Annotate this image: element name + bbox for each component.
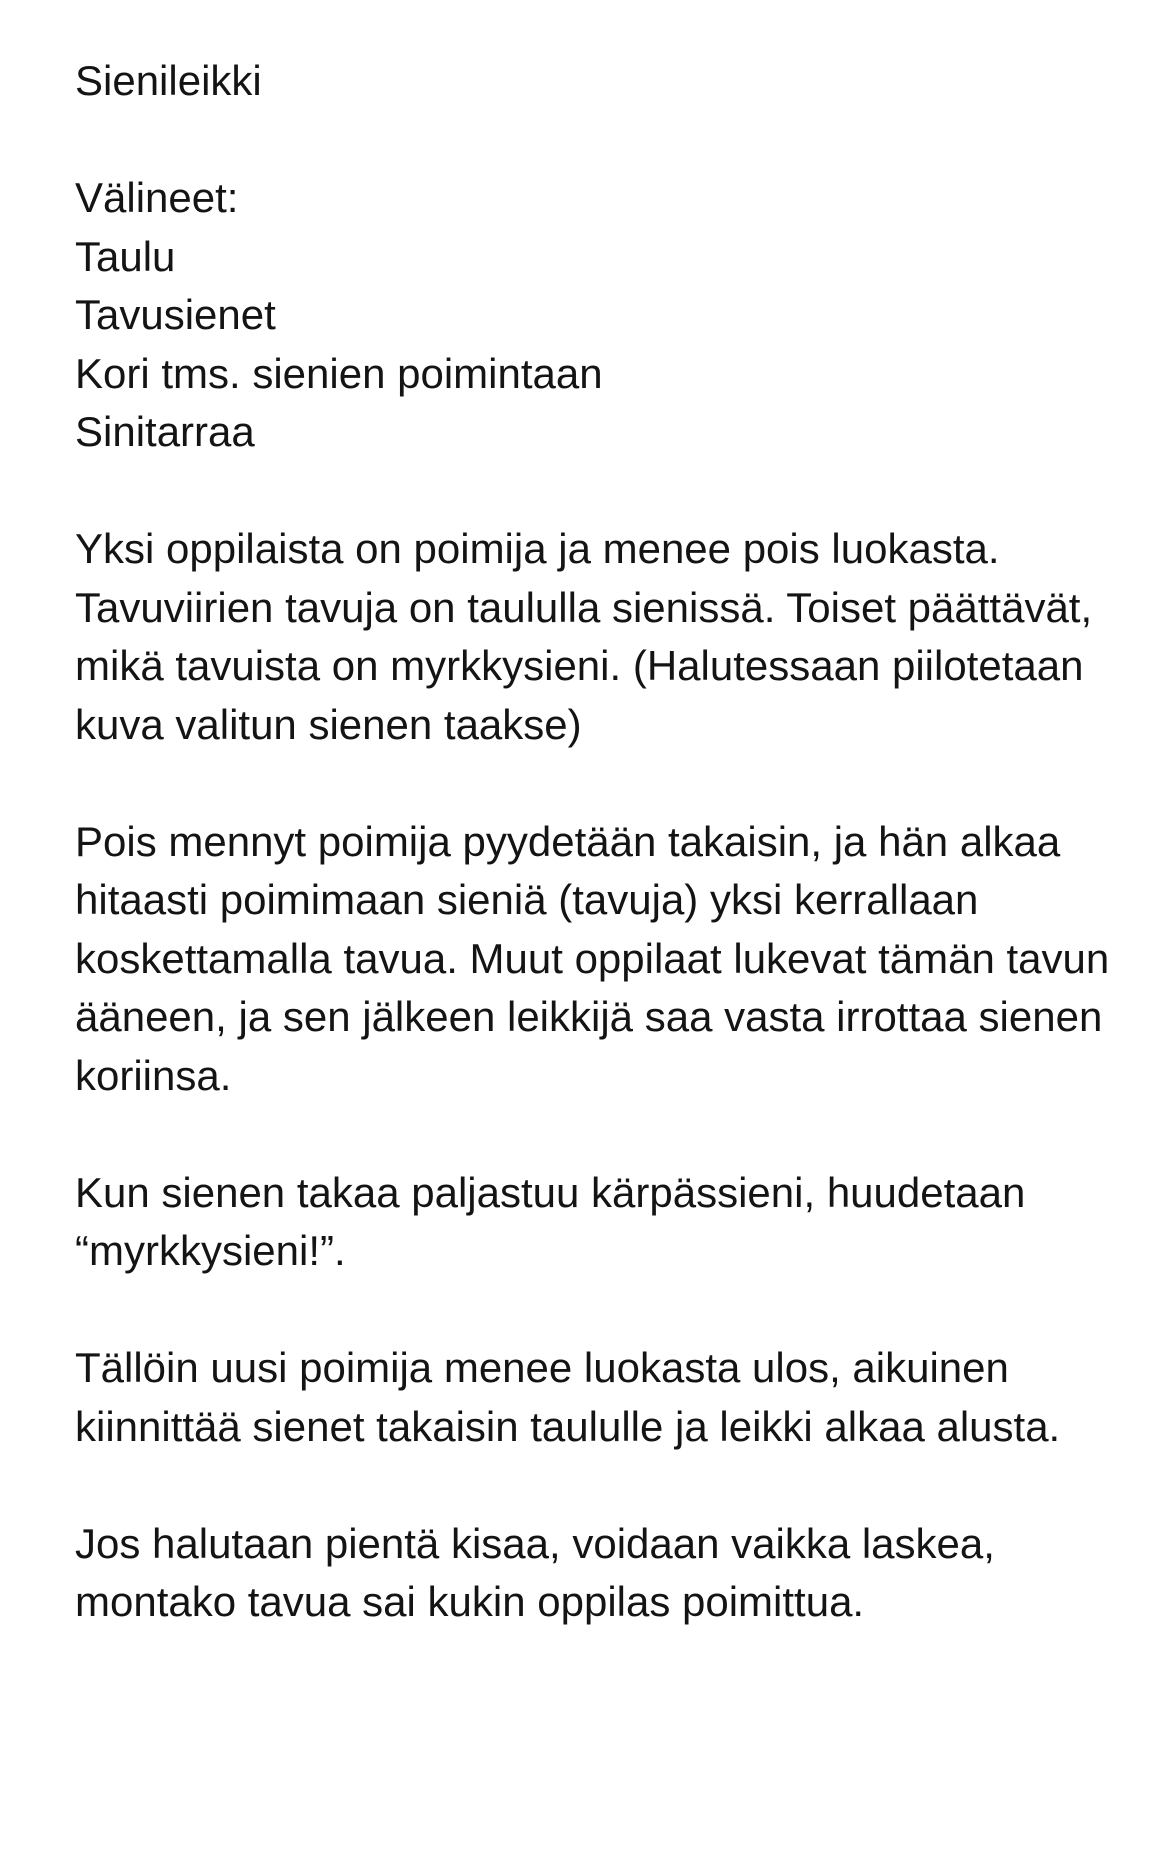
materials-item-blu-tack: Sinitarraa xyxy=(75,408,255,455)
materials-heading: Välineet: xyxy=(75,174,239,221)
title-block xyxy=(75,52,1115,111)
paragraph-text: Pois mennyt poimija pyydetään takaisin, ja hän alkaa hitaasti poimimaan sieniä (tavuja) yksi kerrallaan koskettamalla tavua. Muut oppilaat lukevat tämän tavun ääneen, ja sen jälkeen leikkijä saa vasta irrottaa sienen koriinsa. xyxy=(75,817,1110,1099)
materials-item-basket: Kori tms. sienien poimintaan xyxy=(75,349,603,397)
paragraph-restart xyxy=(75,1339,1115,1456)
document-title: Sienileikki xyxy=(75,57,262,104)
paragraph-poison-reveal xyxy=(75,1164,1115,1281)
paragraph-text: Jos halutaan pientä kisaa, voidaan vaikka laskea, montako tavua sai kukin oppilas poimittua. xyxy=(75,1519,995,1625)
materials-item-board: Taulu xyxy=(75,232,176,280)
paragraph-competition xyxy=(75,1515,1115,1632)
paragraph-picking xyxy=(75,813,1115,1106)
materials-item-syllable-mushrooms: Tavusienet xyxy=(75,291,276,338)
paragraph-text: Kun sienen takaa paljastuu kärpässieni, huudetaan “myrkkysieni!”. xyxy=(75,1168,1026,1274)
paragraph-text: Tällöin uusi poimija menee luokasta ulos, aikuinen kiinnittää sienet takaisin taululle ja leikki alkaa alusta. xyxy=(75,1344,1061,1450)
materials-list xyxy=(75,228,1115,462)
materials-block xyxy=(75,169,1115,462)
document xyxy=(75,52,1115,1632)
paragraph-setup xyxy=(75,520,1115,754)
paragraph-text: Yksi oppilaista on poimija ja menee pois luokasta. Tavuviirien tavuja on taululla sienissä. Toiset päättävät, mikä tavuista on myrkkysieni. (Halutessaan piilotetaan kuva valitun sienen taakse) xyxy=(75,525,1093,748)
